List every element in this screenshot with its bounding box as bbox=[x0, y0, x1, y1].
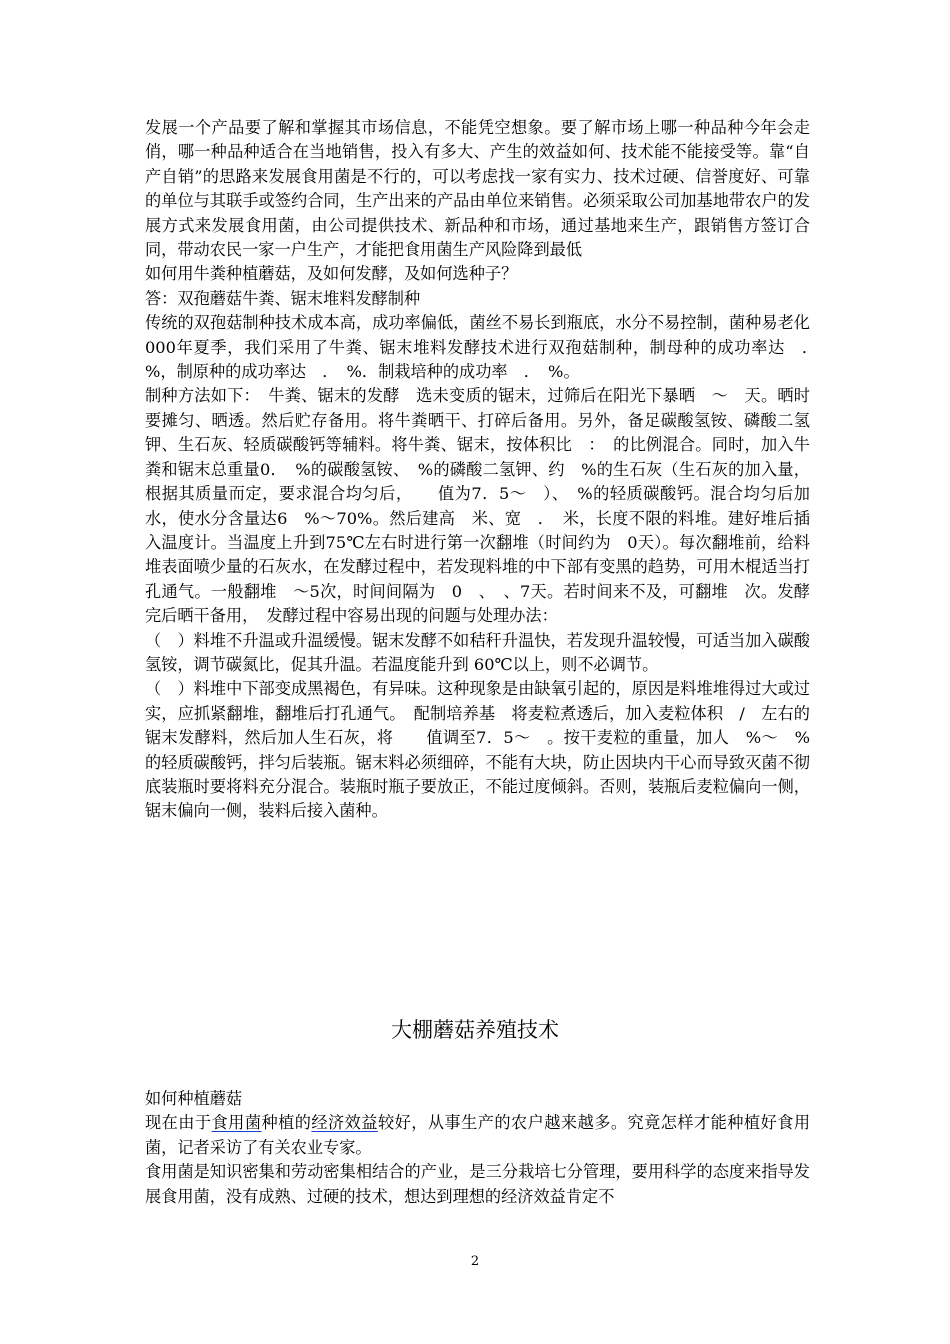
paragraph-traditional-method: 传统的双孢菇制种技术成本高，成功率偏低，菌丝不易长到瓶底，水分不易控制，菌种易老化 000年夏季，我们采用了牛粪、锯末堆料发酵技术进行双孢菇制种，制母种的成功率达 ． %，制原种的成功率达 ． %．制栽培种的成功率 ． %。 bbox=[145, 313, 827, 382]
link-edible-fungi[interactable]: 食用菌 bbox=[211, 1113, 262, 1133]
paragraph-problem-1: （ ）料堆不升温或升温缓慢。锯末发酵不如秸秆升温快，若发现升温较慢，可适当加入碳酸氢铵，调节碳氮比，促其升温。若温度能升到 60℃以上，则不必调节。 bbox=[145, 630, 810, 674]
intro-text-mid: 种植的 bbox=[261, 1113, 312, 1133]
page-number: 2 bbox=[470, 1254, 480, 1269]
paragraph-method-steps: 制种方法如下： 牛粪、锯末的发酵 选未变质的锯末，过筛后在阳光下暴晒 ～ 天。晒时要摊匀、晒透。然后贮存备用。将牛粪晒干、打碎后备用。另外，备足碳酸氢铵、磷酸二氢钾、生石灰、轻质碳酸钙等辅料。将牛粪、锯末，按体积比 ： 的比例混合。同时，加入牛粪和锯末总重量0． %的碳酸氢铵、 %的磷酸二氢钾、约 %的生石灰（生石灰的加入量，根据其质量而定，要求混合均匀后， 值为7．5～ ）、 %的轻质碳酸钙。混合均匀后加水，使水分含量达6 %～70%。然后建高 米、宽 ． 米，长度不限的料堆。建好堆后插入温度计。当温度上升到75℃左右时进行第一次翻堆（时间约为 0天）。每次翻堆前，给料堆表面喷少量的石灰水，在发酵过程中，若发现料堆的中下部有变黑的趋势，可用木棍适当打孔通气。一般翻堆 ～5次，时间间隔为 0 、 、7天。若时间来不及，可翻堆 次。发酵完后晒干备用， 发酵过程中容易出现的问题与处理办法： bbox=[145, 386, 810, 626]
section-title: 大棚蘑菇养殖技术 bbox=[391, 1018, 559, 1042]
paragraph-market-info: 发展一个产品要了解和掌握其市场信息，不能凭空想象。要了解市场上哪一种品种今年会走俏，哪一种品种适合在当地销售，投入有多大、产生的效益如何、技术能不能接受等。靠“自产自销”的思路来发展食用菌是不行的，可以考虑找一家有实力、技术过硬、信誉度好、可靠的单位与其联手或签约合同，生产出来的产品由单位来销售。必须采取公司加基地带农户的发展方式来发展食用菌，由公司提供技术、新品种和市场，通过基地来生产，跟销售方签订合同，带动农民一家一户生产，才能把食用菌生产风险降到最低 bbox=[145, 118, 810, 260]
subheading: 如何种植蘑菇 bbox=[145, 1089, 243, 1108]
link-economic-benefit[interactable]: 经济效益 bbox=[311, 1113, 378, 1133]
bottom-text-block bbox=[145, 1087, 810, 1209]
top-text-block bbox=[145, 116, 827, 824]
intro-text-pre: 现在由于 bbox=[145, 1113, 212, 1133]
question-line: 如何用牛粪种植蘑菇，及如何发酵，及如何选种子？ bbox=[145, 264, 518, 284]
intro-text-post: 较好，从事生产的农户越来越多。究竟怎样才能种植好食用菌，记者采访了有关农业专家。 bbox=[145, 1113, 811, 1157]
paragraph-intro bbox=[145, 1111, 810, 1160]
paragraph-problem-2: （ ）料堆中下部变成黑褐色，有异味。这种现象是由缺氧引起的，原因是料堆堆得过大或过实，应抓紧翻堆，翻堆后打孔通气。 配制培养基 将麦粒煮透后，加入麦粒体积 / 左右的锯末发酵料，然后加人生石灰，将 值调至7．5～ 。按干麦粒的重量，加人 %～ %的轻质碳酸钙，拌匀后装瓶。锯末料必须细碎，不能有大块，防止因块内干心而导致灭菌不彻底装瓶时要将料充分混合。装瓶时瓶子要放正，不能过度倾斜。否则，装瓶后麦粒偏向一侧，锯末偏向一侧，装料后接入菌种。 bbox=[145, 679, 810, 821]
answer-line: 答：双孢蘑菇牛粪、锯末堆料发酵制种 bbox=[145, 288, 421, 308]
paragraph-industry: 食用菌是知识密集和劳动密集相结合的产业，是三分栽培七分管理，要用科学的态度来指导发展食用菌，没有成熟、过硬的技术，想达到理想的经济效益肯定不 bbox=[145, 1162, 810, 1206]
